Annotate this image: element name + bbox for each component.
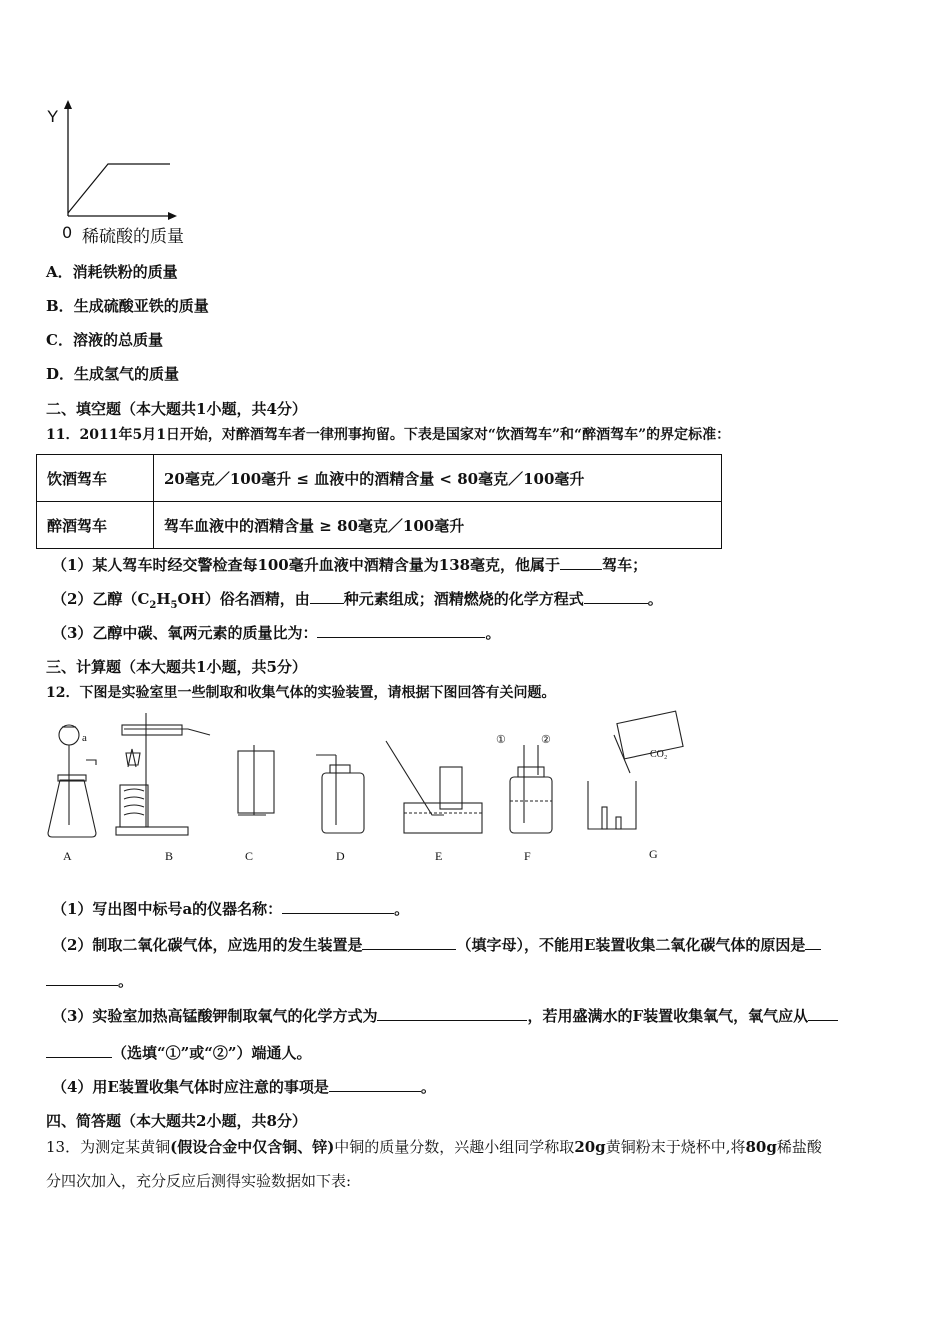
x-axis-arrow (168, 212, 177, 220)
q12-part3: （3）实验室加热高锰酸钾制取氧气的化学方式为 ，若用盛满水的F装置收集氧气，氧气应从 (52, 1005, 838, 1026)
label-c: C (245, 849, 254, 863)
origin-label: 0 (62, 223, 73, 242)
table-cell-term: 饮酒驾车 (37, 455, 154, 502)
q12-part1: （1）写出图中标号a的仪器名称： 。 (52, 900, 410, 918)
label-d: D (336, 849, 345, 863)
label-e: E (435, 849, 443, 863)
answer-blank[interactable] (377, 1006, 527, 1021)
y-axis-arrow (64, 100, 72, 109)
table-cell-term: 醉酒驾车 (37, 502, 154, 549)
apparatus-f (510, 745, 552, 833)
answer-blank[interactable] (584, 589, 648, 604)
answer-blank[interactable] (560, 555, 602, 570)
drink-driving-table (36, 454, 722, 549)
option-b: B．生成硫酸亚铁的质量 (46, 297, 209, 315)
table-cell-standard: 20毫克／100毫升 ≤ 血液中的酒精含量 < 80毫克／100毫升 (154, 455, 722, 502)
answer-blank[interactable] (362, 935, 456, 950)
x-axis-label: 稀硫酸的质量 (82, 227, 184, 247)
answer-blank[interactable] (805, 935, 821, 950)
y-axis-label: Y (47, 107, 59, 126)
apparatus-e (386, 741, 482, 833)
label-b: B (165, 849, 174, 863)
q13-stem-line2: 分四次加入，充分反应后测得实验数据如下表: (46, 1172, 352, 1190)
answer-blank[interactable] (282, 899, 394, 914)
port-1: ① (496, 734, 506, 746)
answer-blank[interactable] (46, 971, 118, 986)
answer-blank[interactable] (46, 1043, 112, 1058)
label-g: G (649, 847, 658, 861)
q11-part1: （1）某人驾车时经交警检查每100毫升血液中酒精含量为138毫克，他属于 驾车； (52, 556, 648, 574)
port-2: ② (541, 734, 551, 746)
curve (68, 164, 170, 213)
q12-part2-cont: 。 (46, 970, 133, 991)
q12-stem: 12．下图是实验室里一些制取和收集气体的实验装置，请根据下图回答有关问题。 (46, 685, 556, 701)
apparatus-figure (40, 705, 720, 845)
q12-part2: （2）制取二氧化碳气体，应选用的发生装置是 （填字母），不能用E装置收集二氧化碳气体的原因是 (52, 934, 821, 955)
q12-part4: （4）用E装置收集气体时应注意的事项是 。 (52, 1078, 436, 1096)
answer-blank[interactable] (808, 1006, 838, 1021)
apparatus-g (588, 711, 683, 829)
answer-blank[interactable] (329, 1077, 421, 1092)
answer-blank[interactable] (310, 589, 344, 604)
section2-heading: 二、填空题（本大题共1小题，共4分） (46, 400, 307, 418)
q13-stem: 13．为测定某黄铜(假设合金中仅含铜、锌)中铜的质量分数，兴趣小组同学称取20g黄铜粉末于烧杯中,将80g稀盐酸 (46, 1138, 822, 1156)
apparatus-c (238, 745, 274, 815)
q12-part3-cont: （选填“①”或“②”）端通人。 (46, 1042, 312, 1063)
label-f: F (524, 849, 531, 863)
section3-heading: 三、计算题（本大题共1小题，共5分） (46, 658, 307, 676)
q11-stem: 11．2011年5月1日开始，对醉酒驾车者一律刑事拘留。下表是国家对“饮酒驾车”和“醉酒驾车”的界定标准： (46, 427, 731, 443)
section4-heading: 四、简答题（本大题共2小题，共8分） (46, 1112, 307, 1130)
table-row (37, 455, 722, 502)
apparatus-d (316, 755, 364, 833)
option-d: D．生成氢气的质量 (46, 365, 180, 383)
option-c: C．溶液的总质量 (46, 331, 163, 349)
table-cell-standard: 驾车血液中的酒精含量 ≥ 80毫克／100毫升 (154, 502, 722, 549)
option-a: A．消耗铁粉的质量 (46, 263, 178, 281)
apparatus-b (116, 713, 210, 835)
mark-a: a (82, 732, 87, 744)
label-a: A (63, 849, 72, 863)
table-row (37, 502, 722, 549)
q11-part3: （3）乙醇中碳、氧两元素的质量比为： 。 (52, 624, 501, 642)
answer-blank[interactable] (317, 623, 485, 638)
q11-part2: （2）乙醇$(C_2H_5OH)$俗名酒精，由 种元素组成；酒精燃烧的化学方程式 。 (52, 590, 663, 611)
co2-bottle-label: CO₂ (650, 749, 668, 760)
apparatus-a (48, 725, 96, 837)
